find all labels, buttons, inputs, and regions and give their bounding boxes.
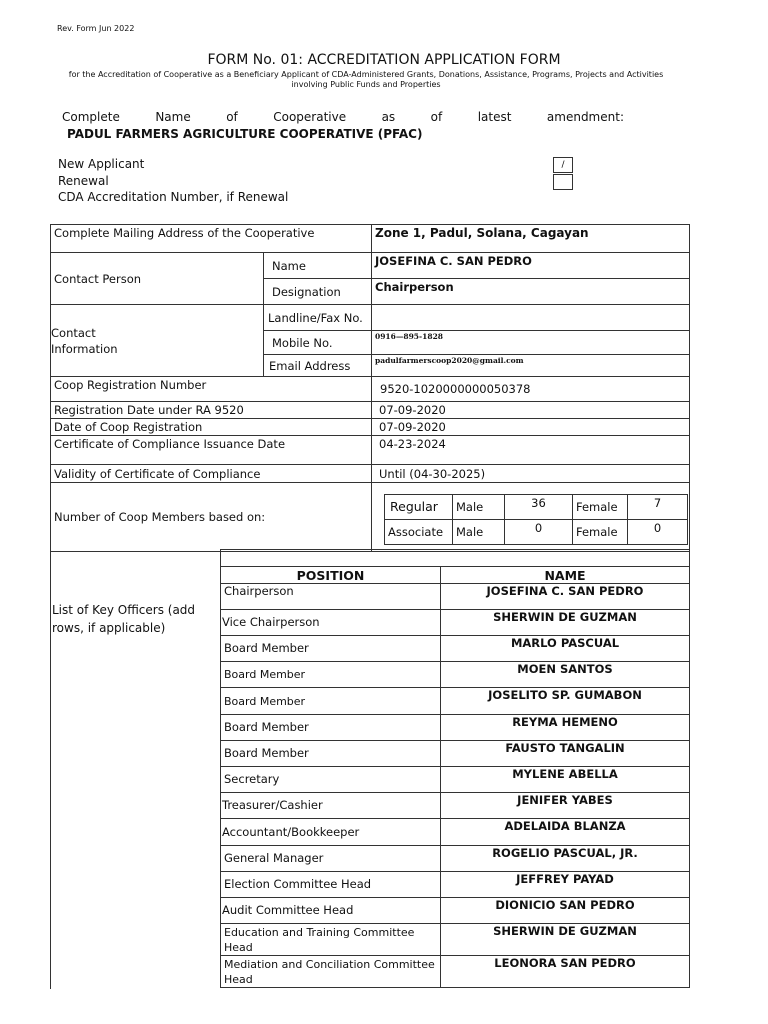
officer-name[interactable]: JEFFREY PAYAD bbox=[441, 872, 690, 898]
address-label: Complete Mailing Address of the Cooperative bbox=[51, 225, 372, 253]
officer-position: Board Member bbox=[221, 741, 441, 767]
cda-number-label: CDA Accreditation Number, if Renewal bbox=[58, 190, 289, 204]
contact-info-label-line1: Contact bbox=[51, 325, 96, 340]
regular-male-value[interactable]: 36 bbox=[505, 494, 573, 519]
officer-name[interactable]: SHERWIN DE GUZMAN bbox=[441, 610, 690, 636]
contact-person-label: Contact Person bbox=[51, 253, 264, 305]
male-label: Male bbox=[453, 494, 505, 519]
officer-name[interactable]: FAUSTO TANGALIN bbox=[441, 741, 690, 767]
members-table bbox=[384, 494, 688, 545]
coop-name-label bbox=[62, 110, 624, 124]
coc-validity-label: Validity of Certificate of Compliance bbox=[51, 465, 372, 483]
officer-position: Accountant/Bookkeeper bbox=[221, 819, 441, 846]
address-value[interactable]: Zone 1, Padul, Solana, Cagayan bbox=[372, 225, 690, 253]
designation-label: Designation bbox=[264, 279, 372, 305]
officer-position: Secretary bbox=[221, 767, 441, 793]
officer-name[interactable]: ROGELIO PASCUAL, JR. bbox=[441, 846, 690, 872]
reg-date-ra-label: Registration Date under RA 9520 bbox=[51, 402, 372, 419]
officer-position: Mediation and Conciliation Committee Head bbox=[221, 956, 441, 988]
associate-female-value[interactable]: 0 bbox=[628, 519, 688, 544]
contact-info-label-line2: Information bbox=[51, 341, 118, 356]
officer-name[interactable]: REYMA HEMENO bbox=[441, 715, 690, 741]
label-word: as bbox=[381, 110, 396, 124]
officer-position: Board Member bbox=[221, 636, 441, 662]
officers-table bbox=[220, 549, 690, 988]
label-word: Cooperative bbox=[273, 110, 347, 124]
name-value[interactable]: JOSEFINA C. SAN PEDRO bbox=[372, 253, 690, 279]
officer-position: Board Member bbox=[221, 688, 441, 715]
email-label: Email Address bbox=[264, 355, 372, 377]
coop-reg-date-value[interactable]: 07-09-2020 bbox=[372, 419, 690, 436]
coop-reg-date-label: Date of Coop Registration bbox=[51, 419, 372, 436]
officer-name[interactable]: MYLENE ABELLA bbox=[441, 767, 690, 793]
male-label: Male bbox=[453, 519, 505, 544]
email-value[interactable]: padulfarmerscoop2020@gmail.com bbox=[372, 355, 690, 377]
officer-name[interactable]: MOEN SANTOS bbox=[441, 662, 690, 688]
form-revision: Rev. Form Jun 2022 bbox=[57, 24, 135, 33]
designation-value[interactable]: Chairperson bbox=[372, 279, 690, 305]
label-word: latest bbox=[477, 110, 512, 124]
officer-position: Education and Training Committee Head bbox=[221, 924, 441, 956]
label-word: of bbox=[430, 110, 443, 124]
officer-name[interactable]: ADELAIDA BLANZA bbox=[441, 819, 690, 846]
reg-number-value[interactable]: 9520-1020000000050378 bbox=[372, 377, 690, 402]
reg-number-label: Coop Registration Number bbox=[51, 377, 372, 402]
officer-name[interactable]: MARLO PASCUAL bbox=[441, 636, 690, 662]
regular-label: Regular bbox=[385, 494, 453, 519]
officers-label: List of Key Officers (add rows, if applicable) bbox=[52, 603, 196, 635]
renewal-checkbox[interactable] bbox=[553, 174, 573, 190]
mobile-label: Mobile No. bbox=[264, 331, 372, 355]
reg-date-ra-value[interactable]: 07-09-2020 bbox=[372, 402, 690, 419]
coc-date-label: Certificate of Compliance Issuance Date bbox=[51, 436, 372, 465]
officer-position: Election Committee Head bbox=[221, 872, 441, 898]
position-header: POSITION bbox=[221, 567, 441, 584]
officer-name[interactable]: LEONORA SAN PEDRO bbox=[441, 956, 690, 988]
renewal-label: Renewal bbox=[58, 174, 109, 188]
officer-name[interactable]: JOSELITO SP. GUMABON bbox=[441, 688, 690, 715]
officer-name[interactable]: JOSEFINA C. SAN PEDRO bbox=[441, 584, 690, 610]
associate-male-value[interactable]: 0 bbox=[505, 519, 573, 544]
coc-date-value[interactable]: 04-23-2024 bbox=[372, 436, 690, 465]
landline-label: Landline/Fax No. bbox=[264, 305, 372, 331]
officer-position: Vice Chairperson bbox=[221, 610, 441, 636]
label-word: Name bbox=[155, 110, 191, 124]
regular-female-value[interactable]: 7 bbox=[628, 494, 688, 519]
female-label: Female bbox=[573, 519, 628, 544]
officer-position: Audit Committee Head bbox=[221, 898, 441, 924]
officer-name[interactable]: SHERWIN DE GUZMAN bbox=[441, 924, 690, 956]
officer-position: General Manager bbox=[221, 846, 441, 872]
coc-validity-value[interactable]: Until (04-30-2025) bbox=[372, 465, 690, 483]
female-label: Female bbox=[573, 494, 628, 519]
label-word: amendment: bbox=[546, 110, 624, 124]
members-cell bbox=[372, 483, 690, 552]
officer-position: Board Member bbox=[221, 662, 441, 688]
officer-position: Board Member bbox=[221, 715, 441, 741]
coop-name-value: PADUL FARMERS AGRICULTURE COOPERATIVE (PFAC) bbox=[67, 127, 423, 141]
name-header: NAME bbox=[441, 567, 690, 584]
officer-name[interactable]: DIONICIO SAN PEDRO bbox=[441, 898, 690, 924]
officer-name[interactable]: JENIFER YABES bbox=[441, 793, 690, 819]
coop-info-table bbox=[50, 224, 690, 552]
members-label: Number of Coop Members based on: bbox=[51, 483, 372, 552]
label-word: Complete bbox=[62, 110, 120, 124]
new-applicant-checkbox[interactable]: / bbox=[553, 157, 573, 173]
officer-position: Treasurer/Cashier bbox=[221, 793, 441, 819]
officer-position: Chairperson bbox=[221, 584, 441, 610]
form-title: FORM No. 01: ACCREDITATION APPLICATION FORM bbox=[207, 52, 561, 68]
form-subtitle: for the Accreditation of Cooperative as a Beneficiary Applicant of CDA-Administered Grants, Donations, Assistance, Programs, Projects and Activities involving Public Funds and Properties bbox=[68, 70, 664, 89]
landline-value[interactable] bbox=[372, 305, 690, 331]
label-word: of bbox=[226, 110, 238, 124]
associate-label: Associate bbox=[385, 519, 453, 544]
contact-info-label bbox=[51, 305, 264, 377]
officers-top-row bbox=[221, 550, 690, 567]
name-label: Name bbox=[264, 253, 372, 279]
mobile-value[interactable]: 0916—895-1828 bbox=[372, 331, 690, 355]
new-applicant-label: New Applicant bbox=[58, 157, 145, 171]
